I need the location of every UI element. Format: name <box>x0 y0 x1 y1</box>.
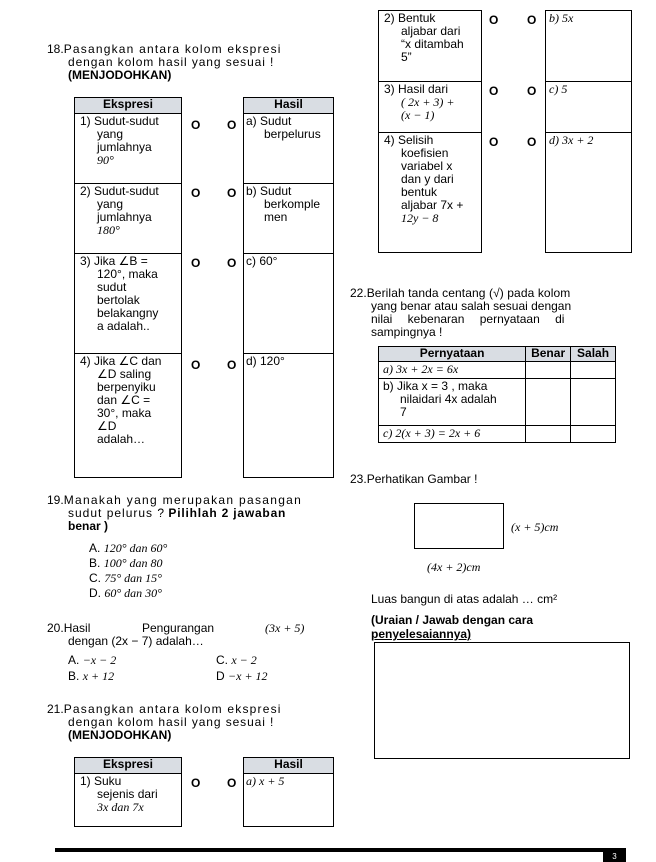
q21-dot-right-b[interactable]: O <box>527 13 537 27</box>
q18-expr-row-2: 2) Sudut-sudut yang jumlahnya 180° <box>74 183 182 254</box>
q22-header-statement: Pernyataan <box>379 347 526 362</box>
q23-instruction: (Uraian / Jawab dengan cara penyelesaiannya) <box>371 613 534 641</box>
q21-result-row-d: d) 3x + 2 <box>545 132 632 253</box>
q21-expr-row-2: 2) Bentuk aljabar dari “x ditambah 5” <box>378 10 482 82</box>
q22-header-true: Benar <box>526 347 571 362</box>
q19-option-b[interactable]: B. 100° dan 80 <box>89 556 163 570</box>
q23-bottom-label: (4x + 2)cm <box>427 560 481 574</box>
q18-dot-left-2[interactable]: O <box>191 186 201 200</box>
q21-dot-left-4[interactable]: O <box>489 135 499 149</box>
table-row <box>379 362 616 379</box>
q18-result-header: Hasil <box>243 97 334 114</box>
q18-result-row-b: b) Sudut berkomple men <box>243 183 334 254</box>
q18-dot-right-c[interactable]: O <box>227 256 237 270</box>
q18-result-row-c: c) 60° <box>243 253 334 354</box>
q21-result-row-b: b) 5x <box>545 10 632 82</box>
q18-dot-left-3[interactable]: O <box>191 256 201 270</box>
q21-dot-left-3[interactable]: O <box>489 84 499 98</box>
q22-statement-c: c) 2(x + 3) = 2x + 6 <box>379 426 526 443</box>
q20-option-b[interactable]: B. x + 12 <box>68 669 115 683</box>
q18-dot-left-4[interactable]: O <box>191 358 201 372</box>
q21-dot-left-2[interactable]: O <box>489 13 499 27</box>
page-number: 3 <box>603 852 626 862</box>
q19-text: 19.Manakah yang merupakan pasangan sudut pelurus ? Pilihlah 2 jawaban benar ) <box>47 493 303 533</box>
table-row <box>379 426 616 443</box>
q18-dot-left-1[interactable]: O <box>191 118 201 132</box>
q21-result-row-a: a) x + 5 <box>243 773 334 827</box>
q21-expr-row-3: 3) Hasil dari ( 2x + 3) + (x − 1) <box>378 81 482 133</box>
q20-option-d[interactable]: D −x + 12 <box>216 669 268 683</box>
q18-expr-row-1: 1) Sudut-sudut yang jumlahnya 90° <box>74 113 182 184</box>
q23-text: 23.Perhatikan Gambar ! <box>350 472 478 486</box>
q21-dot-left-1[interactable]: O <box>191 776 201 790</box>
table-row <box>379 379 616 426</box>
q18-result-row-a: a) Sudut berpelurus <box>243 113 334 184</box>
q19-option-c[interactable]: C. 75° dan 15° <box>89 571 162 585</box>
q21-text: 21.Pasangkan antara kolom ekspresi dengan kolom hasil yang sesuai ! (MENJODOHKAN) <box>47 702 282 742</box>
q22-header-false: Salah <box>571 347 616 362</box>
q22-false-cell-b[interactable] <box>571 379 616 426</box>
q21-dot-right-d[interactable]: O <box>527 135 537 149</box>
q23-side-label: (x + 5)cm <box>511 520 559 534</box>
q21-expr-row-1: 1) Suku sejenis dari 3x dan 7x <box>74 773 182 827</box>
q21-dot-right-c[interactable]: O <box>527 84 537 98</box>
q23-rectangle-figure <box>414 503 504 549</box>
q18-result-row-d: d) 120° <box>243 353 334 478</box>
q23-question: Luas bangun di atas adalah … cm² <box>371 592 558 606</box>
q22-true-cell-b[interactable] <box>526 379 571 426</box>
q22-false-cell-c[interactable] <box>571 426 616 443</box>
q18-text: 18.Pasangkan antara kolom ekspresi dengan kolom hasil yang sesuai ! (MENJODOHKAN) <box>47 42 282 82</box>
q18-expr-row-4: 4) Jika ∠C dan ∠D saling berpenyiku dan ∠C = 30°, maka ∠D adalah… <box>74 353 182 478</box>
q22-statement-a: a) 3x + 2x = 6x <box>379 362 526 379</box>
q18-dot-right-b[interactable]: O <box>227 186 237 200</box>
q18-expr-row-3: 3) Jika ∠B = 120°, maka sudut bertolak belakangny a adalah.. <box>74 253 182 354</box>
q21-expr-header: Ekspresi <box>74 757 182 774</box>
q20-option-a[interactable]: A. −x − 2 <box>68 653 117 667</box>
q22-false-cell-a[interactable] <box>571 362 616 379</box>
q18-expr-header: Ekspresi <box>74 97 182 114</box>
q22-true-cell-a[interactable] <box>526 362 571 379</box>
q20-option-c[interactable]: C. x − 2 <box>216 653 257 667</box>
q22-table <box>378 346 616 443</box>
q21-expr-row-4: 4) Selisih koefisien variabel x dan y dari bentuk aljabar 7x + 12y − 8 <box>378 132 482 253</box>
q18-dot-right-a[interactable]: O <box>227 118 237 132</box>
q18-dot-right-d[interactable]: O <box>227 358 237 372</box>
page-footer-bar <box>55 848 626 852</box>
q23-answer-box[interactable] <box>374 642 630 759</box>
q22-statement-b: b) Jika x = 3 , maka nilaidari 4x adalah 7 <box>379 379 526 426</box>
q22-true-cell-c[interactable] <box>526 426 571 443</box>
q19-option-d[interactable]: D. 60° dan 30° <box>89 586 162 600</box>
q22-text: 22.Berilah tanda centang (√) pada kolom yang benar atau salah sesuai dengan nilai kebenaran pernyataan di sampingnya ! <box>350 286 572 339</box>
q21-result-row-c: c) 5 <box>545 81 632 133</box>
q21-result-header: Hasil <box>243 757 334 774</box>
q21-dot-right-a[interactable]: O <box>227 776 237 790</box>
q20-text: 20.Hasil Pengurangan (3x + 5) dengan (2x − 7) adalah… <box>47 621 305 648</box>
q19-option-a[interactable]: A. 120° dan 60° <box>89 541 168 555</box>
